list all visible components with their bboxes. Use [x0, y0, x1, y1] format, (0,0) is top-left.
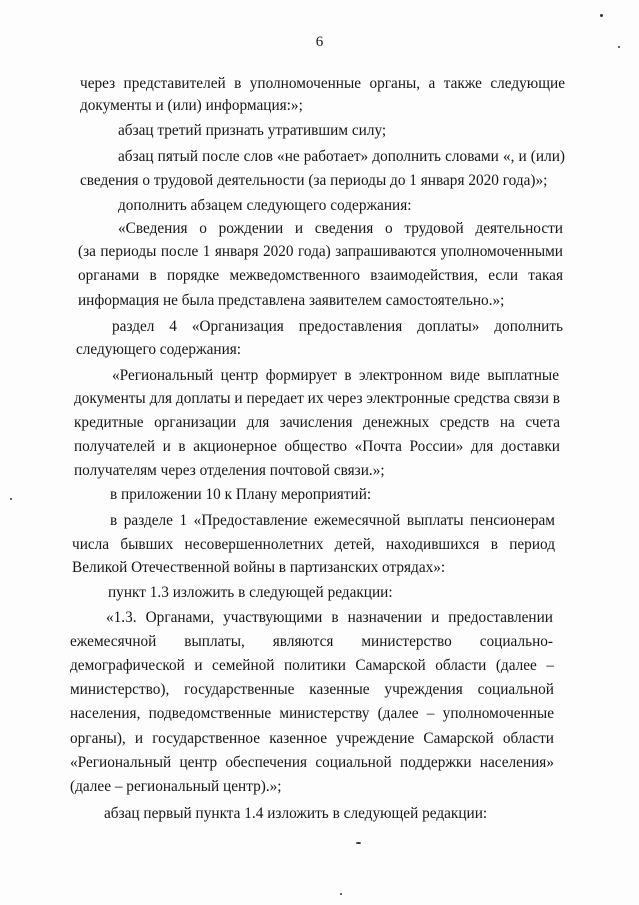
text-line: в приложении 10 к Плану мероприятий: [110, 486, 372, 503]
text-line: абзац третий признать утратившим силу; [118, 122, 387, 139]
text-line: министерство), государственные казенные учреждения социальной [70, 681, 554, 698]
text-line: органы), и государственное казенное учреждение Самарской области [70, 730, 554, 747]
text-line: получателям через отделения почтовой связи.»; [74, 462, 385, 479]
text-line: в разделе 1 «Предоставление ежемесячной выплаты пенсионерам [110, 512, 555, 529]
text-line: пункт 1.3 изложить в следующей редакции: [108, 584, 393, 601]
text-line: Великой Отечественной войны в партизанских отрядах»: [72, 559, 446, 576]
text-line: (за периоды после 1 января 2020 года) запрашиваются уполномоченными [78, 243, 563, 260]
text-line: «Региональный центр формирует в электронном виде выплатные [112, 367, 559, 384]
text-line: раздел 4 «Организация предоставления доплаты» дополнить [112, 318, 563, 335]
scan-speck [356, 842, 361, 844]
scan-speck [618, 46, 620, 48]
scan-speck [600, 14, 603, 17]
text-line: демографической и семейной политики Самарской области (далее – [70, 657, 554, 674]
text-line: населения, подведомственные министерству (далее – уполномоченные [70, 705, 554, 722]
text-line: информация не была представлена заявителем самостоятельно.»; [78, 292, 505, 309]
text-line: через представителей в уполномоченные органы, а также следующие [80, 75, 565, 92]
page-number: 6 [315, 34, 324, 50]
text-line: получателей и в акционерное общество «Почта России» для доставки [74, 438, 560, 455]
text-line: «Сведения о рождении и сведения о трудовой деятельности [118, 220, 563, 237]
text-line: (далее – региональный центр).»; [70, 778, 282, 795]
text-line: органами в порядке межведомственного взаимодействия, если такая [78, 267, 563, 284]
text-line: сведения о трудовой деятельности (за периоды до 1 января 2020 года)»; [80, 172, 548, 189]
text-line: абзац первый пункта 1.4 изложить в следующей редакции: [104, 805, 488, 822]
text-line: ежемесячной выплаты, являются министерство социально- [70, 633, 553, 650]
scan-speck [10, 498, 12, 500]
scan-speck [340, 893, 342, 895]
text-line: кредитные организации для зачисления денежных средств на счета [74, 414, 560, 431]
text-line: документы для доплаты и передает их через электронные средства связи в [74, 390, 560, 407]
text-line: дополнить абзацем следующего содержания: [118, 197, 412, 214]
text-line: «Региональный центр обеспечения социальной поддержки населения» [70, 754, 554, 771]
text-line: числа бывших несовершеннолетних детей, находившихся в период [72, 536, 555, 553]
text-line: «1.3. Органами, участвующими в назначении и предоставлении [106, 609, 553, 626]
text-line: абзац пятый после слов «не работает» дополнить словами «, и (или) [118, 148, 565, 165]
text-line: следующего содержания: [76, 341, 242, 358]
text-line: документы и (или) информация:»; [80, 97, 303, 114]
